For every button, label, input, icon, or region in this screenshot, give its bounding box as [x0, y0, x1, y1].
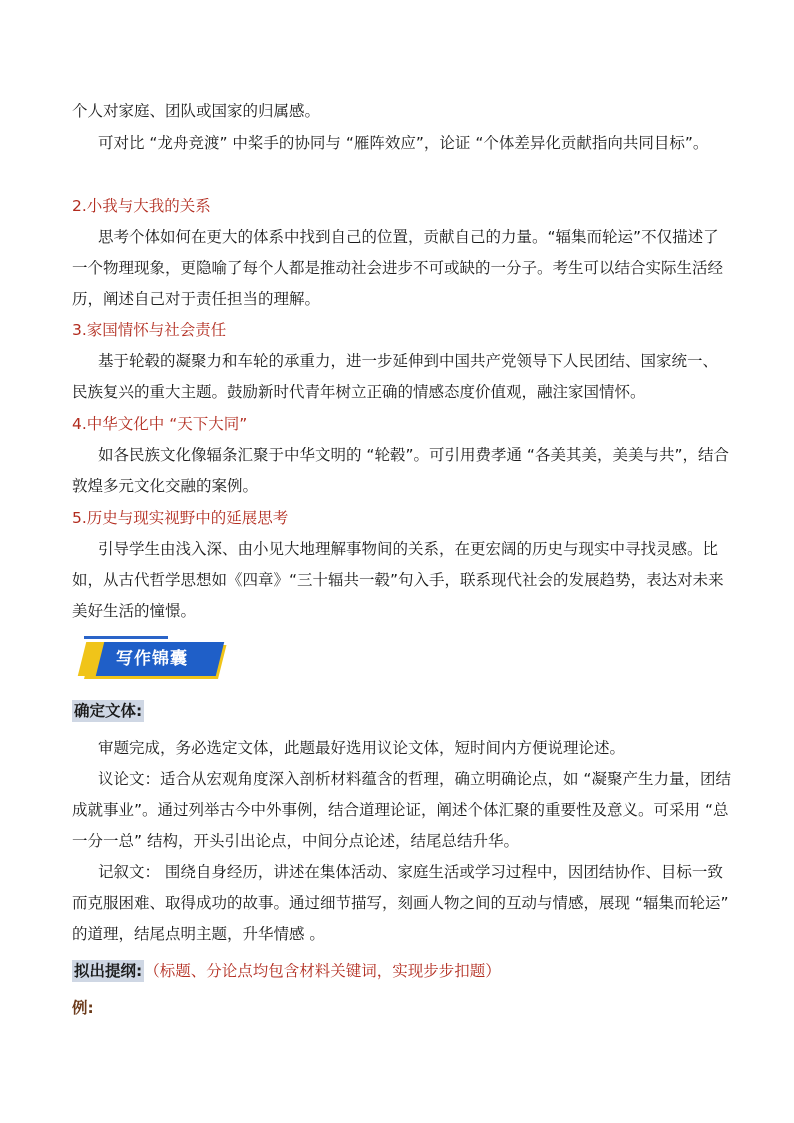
paragraph-narrative: 记叙文： 围绕自身经历，讲述在集体活动、家庭生活或学习过程中，因团结协作、目标一致而克服困难、取得成功的故事。通过细节描写，刻画人物之间的互动与情感，展现 “辐集而轮运” 的道理，结尾点明主题，升华情感 。 [72, 863, 729, 943]
paragraph-choose-genre: 审题完成，务必选定文体，此题最好选用议论文体，短时间内方便说理论述。 [98, 739, 626, 757]
paragraph-self-and-collective: 思考个体如何在更大的体系中找到自己的位置，贡献自己的力量。“辐集而轮运”不仅描述了一个物理现象，更隐喻了每个人都是推动社会进步不可或缺的一分子。考生可以结合实际生活经历，阐述自己对于责任担当的理解。 [72, 228, 724, 308]
banner-top-line [84, 636, 168, 639]
paragraph-great-harmony: 如各民族文化像辐条汇聚于中华文明的 “轮毂”。可引用费孝通 “各美其美，美美与共”，结合敦煌多元文化交融的案例。 [72, 446, 729, 495]
banner-label: 写作锦囊 [116, 649, 188, 669]
paragraph-argumentative: 议论文：适合从宏观角度深入剖析材料蕴含的哲理，确立明确论点，如 “凝聚产生力量，团结成就事业”。通过列举古今中外事例，结合道理论证，阐述个体汇聚的重要性及意义。可采用 “总一分一总” 结构，开头引出论点，中间分点论述，结尾总结升华。 [72, 770, 731, 850]
genre-row [72, 696, 732, 727]
heading-great-harmony: 4.中华文化中 “天下大同” [72, 415, 248, 433]
paragraph-patriotism: 基于轮毂的凝聚力和车轮的承重力，进一步延伸到中国共产党领导下人民团结、国家统一、民族复兴的重大主题。鼓励新时代青年树立正确的情感态度价值观，融注家国情怀。 [72, 352, 719, 401]
paragraph-belonging: 个人对家庭、团队或国家的归属感。 [72, 102, 321, 120]
paragraph-history-reality: 引导学生由浅入深、由小见大地理解事物间的关系，在更宏阔的历史与现实中寻找灵感。比如，从古代哲学思想如《四章》“三十辐共一毂”句入手，联系现代社会的发展趋势，表达对未来美好生活的憧憬。 [72, 540, 724, 620]
example-label: 例: [72, 999, 94, 1017]
writing-tips-banner [84, 636, 222, 680]
genre-label: 确定文体: [74, 702, 143, 720]
paragraph-dragon-boat: 可对比 “龙舟竞渡” 中桨手的协同与 “雁阵效应”，论证 “个体差异化贡献指向共同目标”。 [98, 134, 709, 152]
heading-self-and-collective: 2.小我与大我的关系 [72, 197, 211, 215]
outline-row [72, 956, 732, 987]
outline-note: （标题、分论点均包含材料关键词，实现步步扣题） [144, 962, 501, 980]
heading-patriotism: 3.家国情怀与社会责任 [72, 321, 227, 339]
outline-label: 拟出提纲: [74, 962, 143, 980]
heading-history-reality: 5.历史与现实视野中的延展思考 [72, 509, 289, 527]
